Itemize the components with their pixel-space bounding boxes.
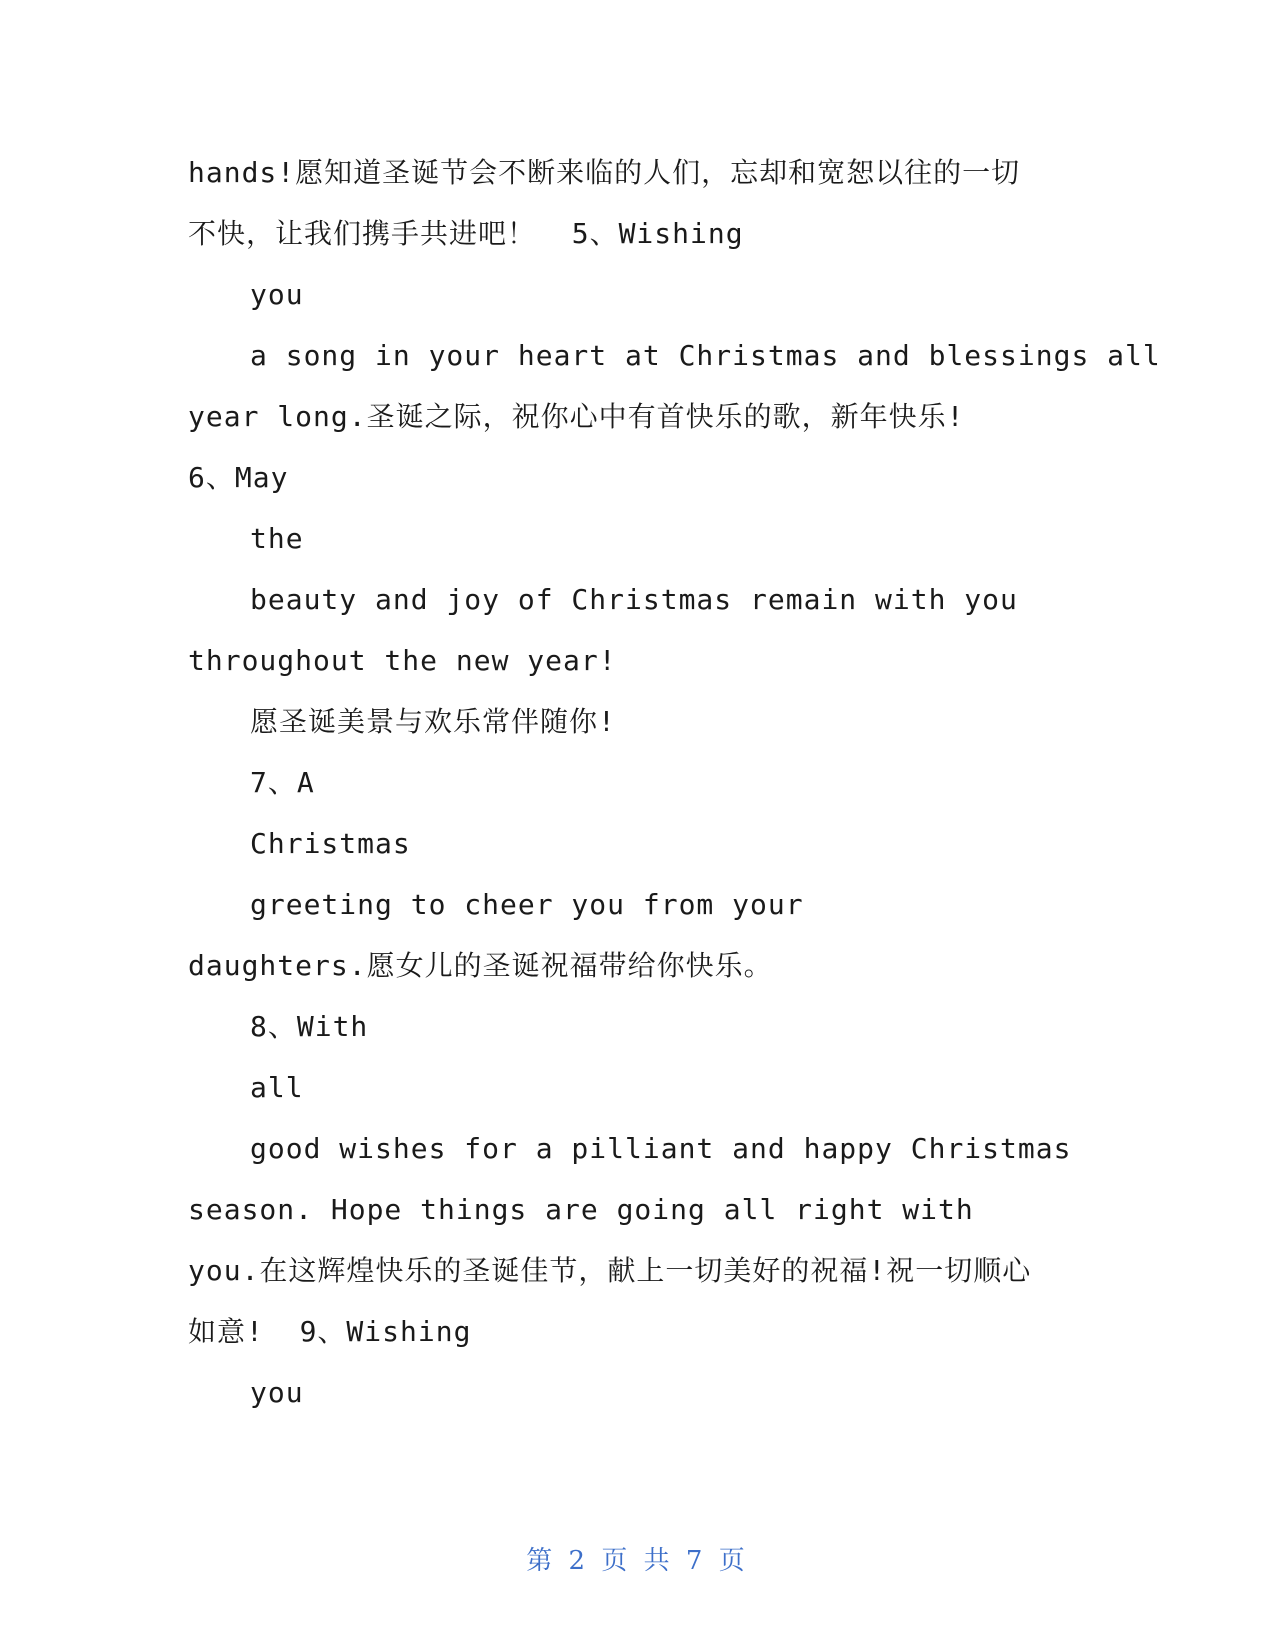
text-line: all [250,1071,304,1104]
text-line: you.在这辉煌快乐的圣诞佳节，献上一切美好的祝福!祝一切顺心 [188,1254,1032,1287]
text-line: Christmas [250,827,411,860]
text-line: throughout the new year! [188,644,617,677]
text-line: year long.圣诞之际，祝你心中有首快乐的歌，新年快乐! [188,400,965,433]
text-line: you [250,1376,304,1409]
text-line: you [250,278,304,311]
text-line: beauty and joy of Christmas remain with you [250,583,1018,616]
text-line: good wishes for a pilliant and happy Christmas [250,1132,1072,1165]
text-line: 如意! 9、Wishing [188,1315,472,1348]
text-line: season. Hope things are going all right with [188,1193,974,1226]
text-line: 8、With [250,1010,369,1043]
text-line: 愿圣诞美景与欢乐常伴随你! [250,705,616,738]
text-line: 7、A [250,766,315,799]
document-body [188,142,1161,1423]
text-line: 不快，让我们携手共进吧！ 5、Wishing [188,217,744,250]
text-line: 6、May [188,461,289,494]
text-line: a song in your heart at Christmas and blessings all [250,339,1161,372]
text-line: the [250,522,304,555]
text-line: greeting to cheer you from your [250,888,804,921]
text-line: daughters.愿女儿的圣诞祝福带给你快乐。 [188,949,773,982]
text-line: hands!愿知道圣诞节会不断来临的人们，忘却和宽恕以往的一切 [188,156,1021,189]
page-number-footer: 第 2 页 共 7 页 [526,1546,749,1576]
